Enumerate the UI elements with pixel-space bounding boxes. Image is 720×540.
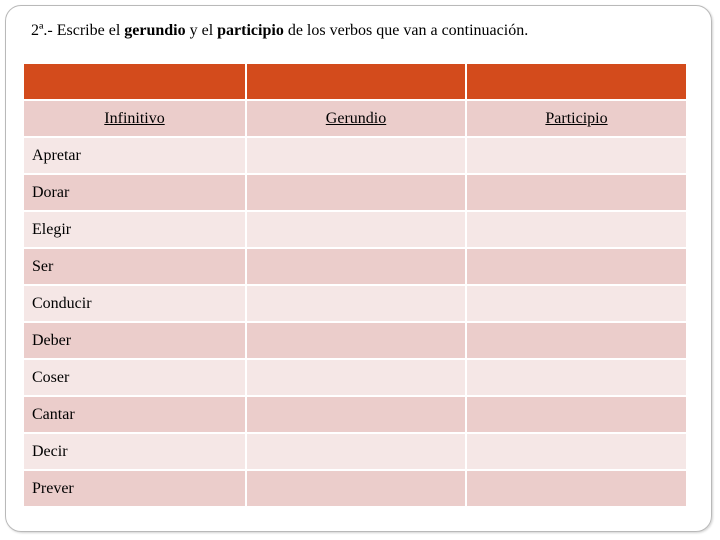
verb-cell: Deber xyxy=(24,323,245,358)
table-row xyxy=(24,360,686,395)
gerundio-answer-cell[interactable] xyxy=(247,397,465,432)
participio-answer-cell[interactable] xyxy=(467,471,686,506)
table-row xyxy=(24,212,686,247)
table-header-band xyxy=(24,64,686,99)
instruction-suffix: de los verbos que van a continuación. xyxy=(283,22,529,39)
participio-answer-cell[interactable] xyxy=(467,434,686,469)
table-row xyxy=(24,397,686,432)
participio-answer-cell[interactable] xyxy=(467,397,686,432)
gerundio-answer-cell[interactable] xyxy=(247,360,465,395)
instruction-keyword-gerundio: gerundio xyxy=(124,22,186,39)
verb-cell: Cantar xyxy=(24,397,245,432)
gerundio-answer-cell[interactable] xyxy=(247,434,465,469)
header-band-cell xyxy=(467,64,686,99)
table-row xyxy=(24,471,686,506)
header-band-cell xyxy=(24,64,245,99)
participio-answer-cell[interactable] xyxy=(467,360,686,395)
exercise-instruction xyxy=(31,22,528,40)
gerundio-answer-cell[interactable] xyxy=(247,249,465,284)
header-band-cell xyxy=(247,64,465,99)
gerundio-answer-cell[interactable] xyxy=(247,471,465,506)
verb-cell: Elegir xyxy=(24,212,245,247)
participio-answer-cell[interactable] xyxy=(467,138,686,173)
table-row xyxy=(24,175,686,210)
verb-cell: Apretar xyxy=(24,138,245,173)
column-title-infinitivo: Infinitivo xyxy=(24,101,245,136)
instruction-prefix: 2ª.- Escribe el xyxy=(31,22,125,39)
column-title-gerundio: Gerundio xyxy=(247,101,465,136)
gerundio-answer-cell[interactable] xyxy=(247,286,465,321)
verb-cell: Decir xyxy=(24,434,245,469)
participio-answer-cell[interactable] xyxy=(467,286,686,321)
gerundio-answer-cell[interactable] xyxy=(247,138,465,173)
table-row xyxy=(24,323,686,358)
column-titles-row xyxy=(24,101,686,136)
verb-cell: Coser xyxy=(24,360,245,395)
participio-answer-cell[interactable] xyxy=(467,249,686,284)
instruction-middle: y el xyxy=(185,22,218,39)
instruction-keyword-participio: participio xyxy=(217,22,284,39)
table-row xyxy=(24,286,686,321)
participio-answer-cell[interactable] xyxy=(467,212,686,247)
gerundio-answer-cell[interactable] xyxy=(247,323,465,358)
table-row xyxy=(24,249,686,284)
table-row xyxy=(24,138,686,173)
verb-cell: Prever xyxy=(24,471,245,506)
table-row xyxy=(24,434,686,469)
column-title-participio: Participio xyxy=(467,101,686,136)
gerundio-answer-cell[interactable] xyxy=(247,212,465,247)
participio-answer-cell[interactable] xyxy=(467,175,686,210)
verb-table xyxy=(22,62,688,508)
verb-cell: Ser xyxy=(24,249,245,284)
verb-cell: Dorar xyxy=(24,175,245,210)
verb-cell: Conducir xyxy=(24,286,245,321)
gerundio-answer-cell[interactable] xyxy=(247,175,465,210)
participio-answer-cell[interactable] xyxy=(467,323,686,358)
